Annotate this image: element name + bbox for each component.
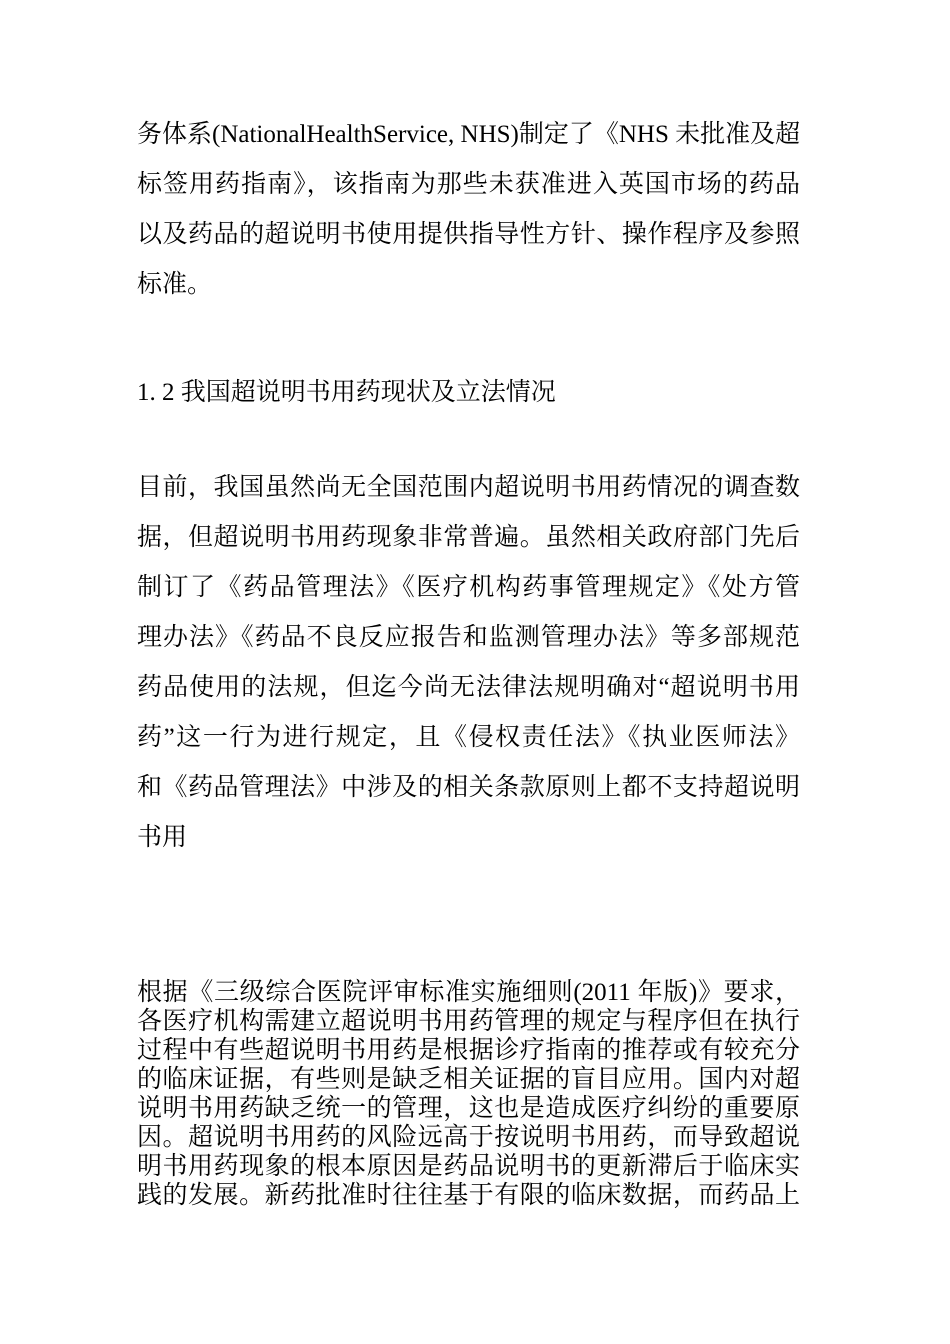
text-line: 以及药品的超说明书使用提供指导性方针、操作程序及参照 [137,221,800,248]
text-line: 据，但超说明书用药现象非常普遍。虽然相关政府部门先后 [137,524,800,551]
text-line: 过程中有些超说明书用药是根据诊疗指南的推荐或有较充分 [137,1037,800,1064]
text-line: 根据《三级综合医院评审标准实施细则(2011 年版)》要求， [137,979,800,1006]
text-line: 因。超说明书用药的风险远高于按说明书用药，而导致超说 [137,1124,800,1151]
text-line: 制订了《药品管理法》《医疗机构药事管理规定》《处方管 [137,574,800,601]
text-line: 理办法》《药品不良反应报告和监测管理办法》等多部规范 [137,624,800,651]
paragraph-hospital-standards [137,978,800,1210]
text-line: 标准。 [137,271,213,298]
text-line: 药品使用的法规，但迄今尚无法律法规明确对“超说明书用 [137,674,800,701]
text-line: 书用 [137,824,188,851]
text-line: 和《药品管理法》中涉及的相关条款原则上都不支持超说明 [137,774,800,801]
text-line: 目前，我国虽然尚无全国范围内超说明书用药情况的调查数 [137,474,800,501]
text-line: 标签用药指南》，该指南为那些未获准进入英国市场的药品 [137,171,800,198]
text-line: 明书用药现象的根本原因是药品说明书的更新滞后于临床实 [137,1153,800,1180]
paragraph-nhs-guideline [137,110,800,310]
text-line: 说明书用药缺乏统一的管理，这也是造成医疗纠纷的重要原 [137,1095,800,1122]
text-line: 务体系(NationalHealthService, NHS)制定了《NHS 未批准及超 [137,121,800,148]
section-heading-text: 1. 2 我国超说明书用药现状及立法情况 [137,379,556,406]
paragraph-domestic-status [137,463,800,863]
text-line: 各医疗机构需建立超说明书用药管理的规定与程序但在执行 [137,1008,800,1035]
text-line: 的临床证据，有些则是缺乏相关证据的盲目应用。国内对超 [137,1066,800,1093]
text-line: 药”这一行为进行规定，且《侵权责任法》《执业医师法》 [137,724,800,751]
text-line: 践的发展。新药批准时往往基于有限的临床数据，而药品上 [137,1182,800,1209]
section-heading [137,368,800,418]
